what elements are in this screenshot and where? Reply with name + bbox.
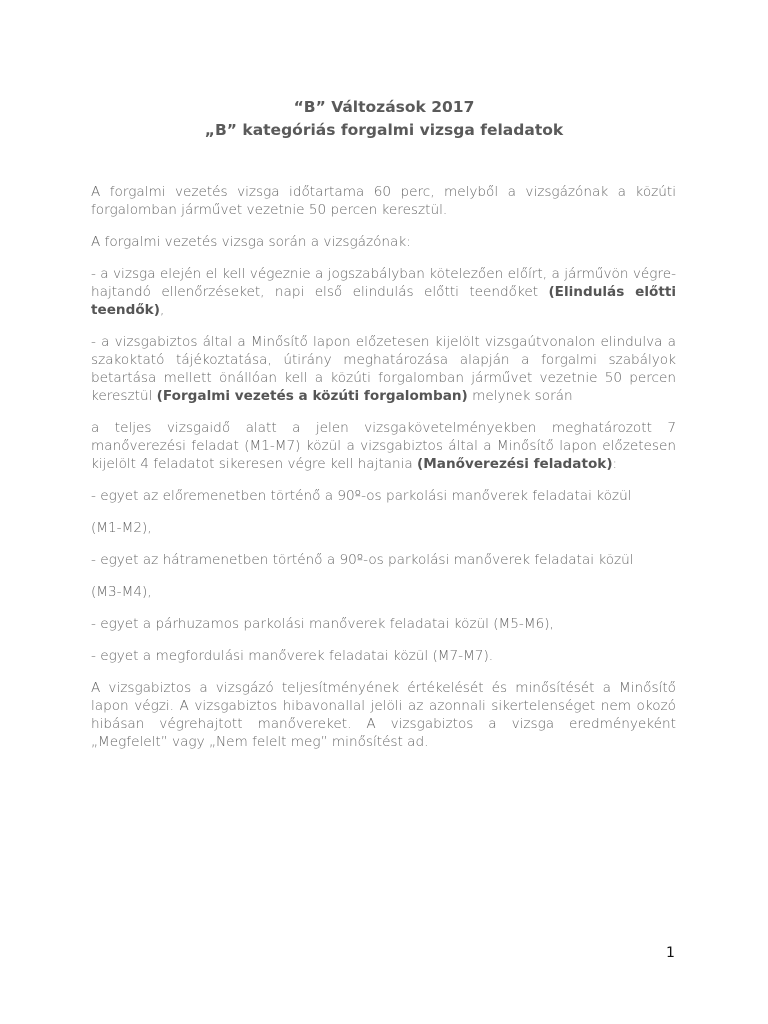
document-body	[91, 183, 676, 765]
list-item: - egyet a párhuzamos parkolási manőverek feladatai közül (M5-M6),	[91, 616, 554, 632]
list-item: - egyet az előremenetben történő a 90º-os parkolási manőverek feladatai közül	[91, 488, 632, 504]
paragraph-checks-bold: (Elindulás előtti teendők)	[91, 284, 676, 318]
paragraph-driving-text: - a vizsgabiztos által a Minősítő lapon előzetesen kijelölt vizsgaútvonalon elindulva a szakoktató tájékoztatása, útirány meghatározása alapján a forgalmi szabályok betartása mellett önállóan kell a közúti forgalomban járművet vezetnie 50 percen keresztül	[91, 334, 676, 404]
paragraph-maneuvers	[91, 419, 676, 473]
list-item: - egyet a megfordulási manőverek feladatai közül (M7-M7).	[91, 648, 494, 664]
page-number: 1	[666, 945, 675, 961]
list-item: (M3-M4),	[91, 584, 152, 600]
list-item: (M1-M2),	[91, 520, 152, 536]
paragraph-driving	[91, 333, 676, 405]
paragraph-checks-end: ,	[159, 302, 165, 318]
list-item: - egyet az hátramenetben történő a 90º-os parkolási manőverek feladatai közül	[91, 552, 634, 568]
document-title: “B” Változások 2017	[293, 98, 475, 116]
paragraph-driving-end: melynek során	[467, 388, 573, 404]
paragraph-checks	[91, 265, 676, 319]
paragraph-maneuvers-text: a teljes vizsgaidő alatt a jelen vizsgakövetelményekben meghatározott 7 manőverezési feladat (M1-M7) közül a vizsgabiztos által a Minősítő lapon előzetesen kijelölt 4 feladatot sikeresen végre kell hajtania	[91, 420, 676, 472]
paragraph-checks-text: - a vizsga elején el kell végeznie a jogszabályban kötelezően előírt, a járművön végre-hajtandó ellenőrzéseket, napi első elindulás előtti teendőket	[91, 266, 676, 300]
paragraph-duration: A forgalmi vezetés vizsga időtartama 60 perc, melyből a vizsgázónak a közúti forgalomban járművet vezetnie 50 percen keresztül.	[91, 184, 676, 218]
paragraph-maneuvers-end: :	[612, 456, 618, 472]
paragraph-driving-bold: (Forgalmi vezetés a közúti forgalomban)	[156, 388, 468, 404]
paragraph-maneuvers-bold: (Manőverezési feladatok)	[417, 456, 613, 472]
paragraph-evaluation: A vizsgabiztos a vizsgázó teljesítményének értékelését és minősítését a Minősítő lapon végzi. A vizsgabiztos hibavonallal jelöli az azonnali sikertelenséget nem okozó hibásan végrehajtott manővereket. A vizsgabiztos a vizsga eredményeként „Megfelelt” vagy „Nem felelt meg” minősítést ad.	[91, 680, 676, 750]
document-subtitle: „B” kategóriás forgalmi vizsga feladatok	[204, 121, 564, 139]
paragraph-intro: A forgalmi vezetés vizsga során a vizsgázónak:	[91, 234, 411, 250]
